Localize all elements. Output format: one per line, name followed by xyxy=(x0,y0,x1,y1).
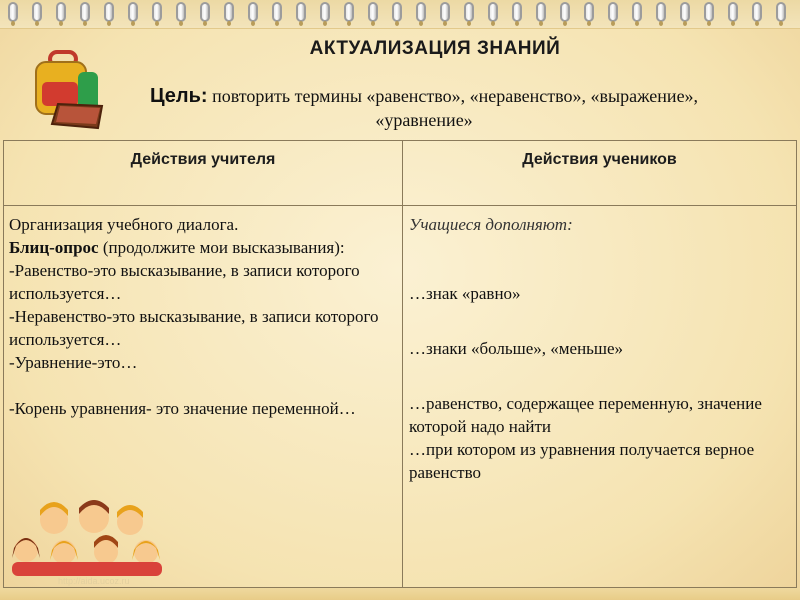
student-answer-equals: …знак «равно» xyxy=(409,284,521,303)
spiral-ring xyxy=(704,2,714,22)
goal-label: Цель: xyxy=(149,85,208,107)
student-answer-greater-less: …знаки «больше», «меньше» xyxy=(409,339,624,358)
spiral-ring xyxy=(632,2,642,22)
spiral-ring xyxy=(680,2,690,22)
students-column-header: Действия учеников xyxy=(522,151,677,168)
spiral-ring xyxy=(752,2,762,22)
teacher-column-header: Действия учителя xyxy=(130,151,276,168)
spiral-ring xyxy=(584,2,594,22)
spiral-ring xyxy=(464,2,474,22)
goal-description-line2: «уравнение» xyxy=(375,110,473,130)
spiral-ring xyxy=(56,2,66,22)
spiral-ring xyxy=(488,2,498,22)
spiral-ring xyxy=(104,2,114,22)
spiral-ring xyxy=(776,2,786,22)
spiral-ring xyxy=(656,2,666,22)
blitz-bold: Блиц-опрос xyxy=(9,238,99,257)
column-divider xyxy=(402,141,403,587)
teacher-item-equality: -Равенство-это высказывание, в записи которого используется… xyxy=(9,261,360,303)
spiral-ring xyxy=(440,2,450,22)
students-intro: Учащиеся дополняют: xyxy=(409,215,573,234)
spiral-ring xyxy=(152,2,162,22)
students-actions-cell xyxy=(409,213,794,484)
student-answer-root: …при котором из уравнения получается верное равенство xyxy=(409,440,755,482)
spiral-ring xyxy=(272,2,282,22)
spiral-ring xyxy=(8,2,18,22)
spiral-ring xyxy=(560,2,570,22)
goal-description: повторить термины «равенство», «неравенство», «выражение», xyxy=(212,86,699,106)
spiral-ring xyxy=(344,2,354,22)
spiral-ring xyxy=(296,2,306,22)
spiral-ring xyxy=(80,2,90,22)
row-divider xyxy=(4,205,796,206)
spiral-ring xyxy=(248,2,258,22)
teacher-item-equation: -Уравнение-это… xyxy=(9,353,138,372)
spiral-ring xyxy=(392,2,402,22)
spiral-ring xyxy=(32,2,42,22)
blitz-rest: (продолжите мои высказывания): xyxy=(98,238,345,257)
watermark: http://aida.ucoz.ru xyxy=(58,576,130,586)
spiral-ring xyxy=(728,2,738,22)
spiral-ring xyxy=(536,2,546,22)
spiral-ring xyxy=(224,2,234,22)
goal-text xyxy=(64,84,784,132)
teacher-item-root: -Корень уравнения- это значение переменной… xyxy=(9,399,356,418)
page-title: АКТУАЛИЗАЦИЯ ЗНАНИЙ xyxy=(309,38,561,59)
teacher-line: Организация учебного диалога. xyxy=(9,215,239,234)
children-icon xyxy=(12,498,162,576)
teacher-blitz xyxy=(9,236,397,259)
teacher-item-inequality: -Неравенство-это высказывание, в записи которого используется… xyxy=(9,307,379,349)
teacher-actions-cell xyxy=(9,213,397,420)
spiral-ring xyxy=(320,2,330,22)
spiral-ring xyxy=(368,2,378,22)
student-answer-equation: …равенство, содержащее переменную, значение которой надо найти xyxy=(409,394,762,436)
spiral-ring xyxy=(128,2,138,22)
spiral-ring xyxy=(200,2,210,22)
footer-strip xyxy=(0,588,800,600)
spiral-ring xyxy=(608,2,618,22)
spiral-ring xyxy=(512,2,522,22)
spiral-ring xyxy=(416,2,426,22)
spiral-rings xyxy=(0,0,800,29)
spiral-ring xyxy=(176,2,186,22)
